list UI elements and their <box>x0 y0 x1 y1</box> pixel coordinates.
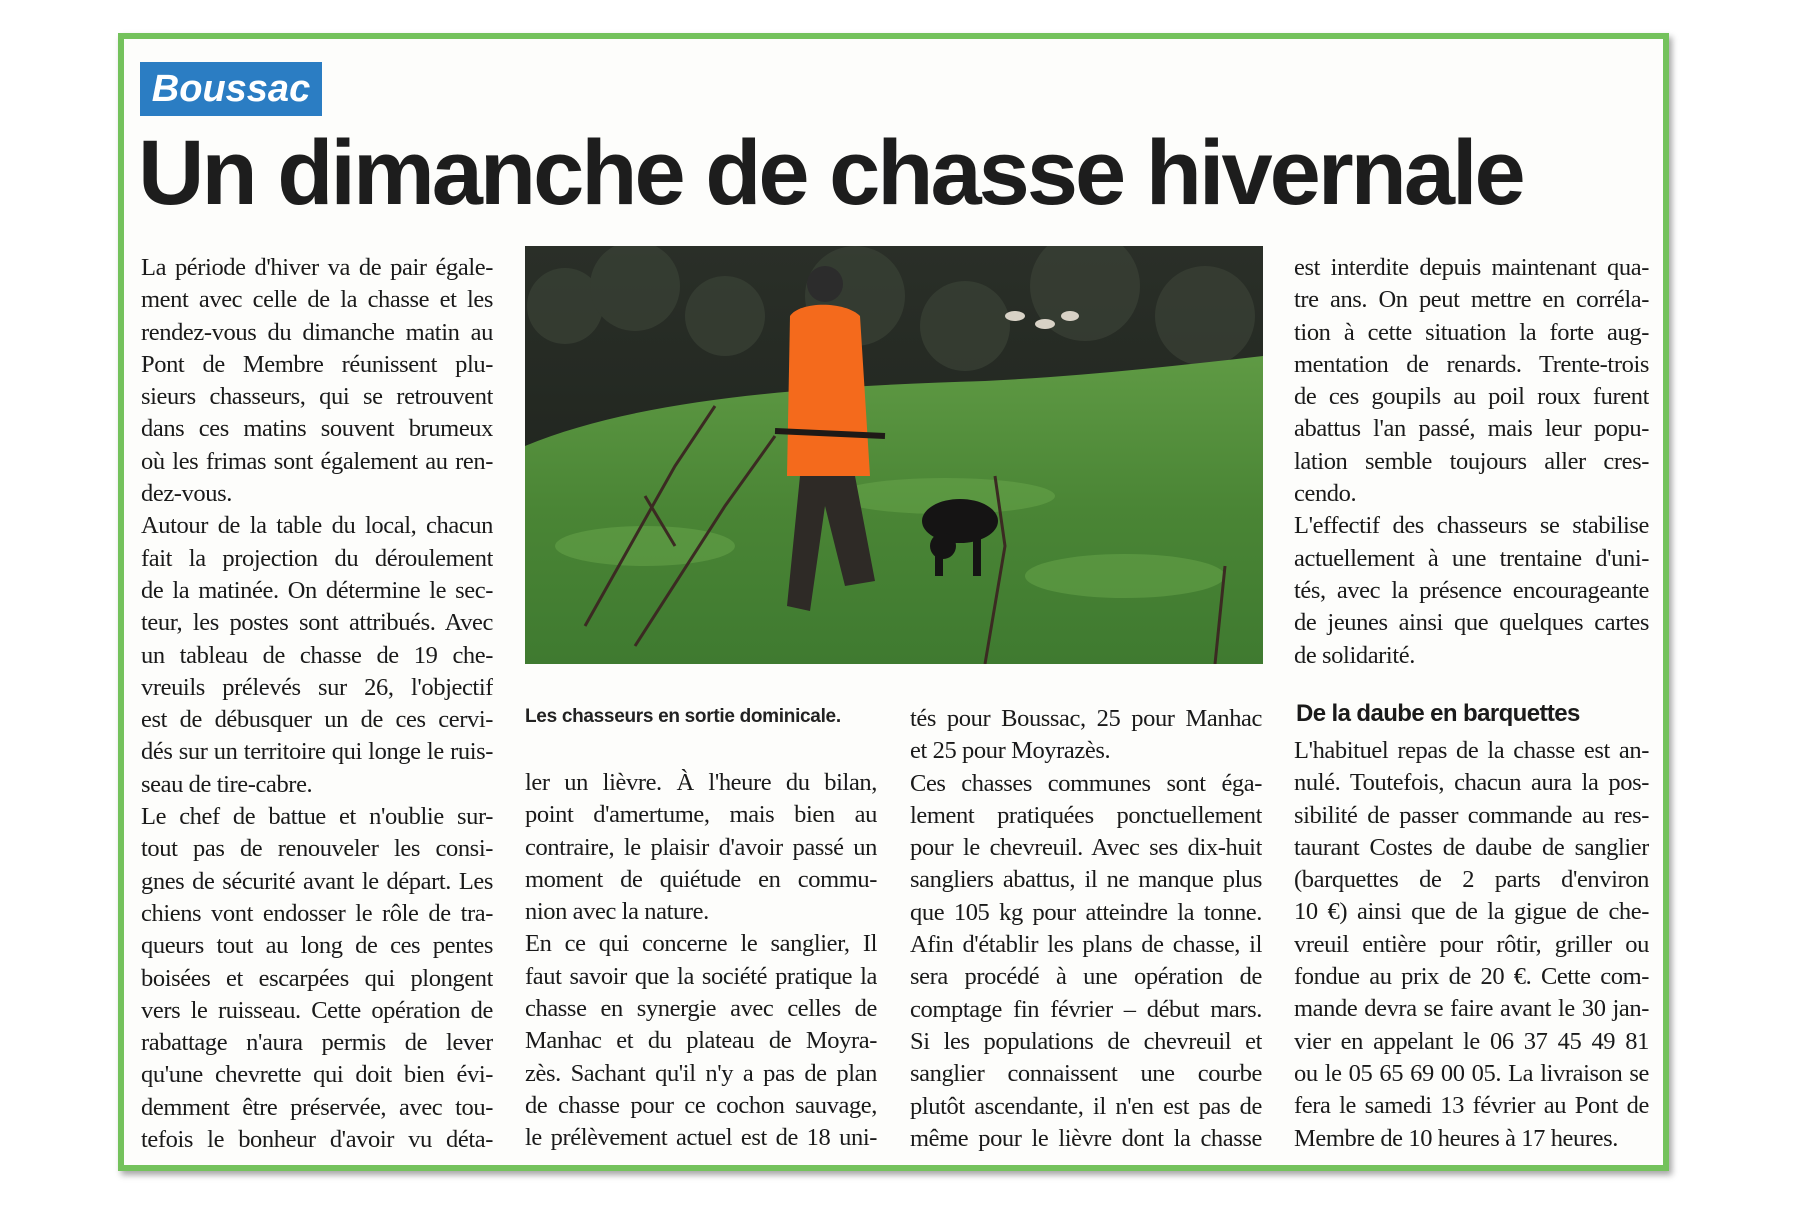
article-photo <box>525 246 1263 664</box>
text-line: vreuils prélevés sur 26, l'objectif <box>141 673 493 701</box>
text-line: tout pas de renouveler les consi- <box>141 835 493 863</box>
article-headline: Un dimanche de chasse hivernale <box>138 122 1523 224</box>
article-column-4-continued <box>1294 735 1649 1155</box>
text-line: zès. Sachant qu'il n'y a pas de plan <box>525 1059 877 1087</box>
text-line: qu'une chevrette qui doit bien évi- <box>141 1061 493 1089</box>
text-line: fondue au prix de 20 €. Cette com- <box>1294 963 1649 991</box>
text-line: ou le 05 65 69 00 05. La livraison se <box>1294 1059 1649 1087</box>
text-line: ler un lièvre. À l'heure du bilan, <box>525 769 877 796</box>
text-line: de ces goupils au poil roux furent <box>1294 383 1649 411</box>
text-line: Manhac et du plateau de Moyra- <box>525 1027 877 1055</box>
text-line: nulé. Toutefois, chacun aura la pos- <box>1294 769 1649 797</box>
text-line: sangliers abattus, il ne manque plus <box>910 866 1262 894</box>
section-subheading: De la daube en barquettes <box>1296 700 1580 727</box>
text-line: nion avec la nature. <box>525 898 709 926</box>
text-line: actuellement à une trentaine d'uni- <box>1294 544 1649 572</box>
text-line: ment avec celle de la chasse et les <box>141 286 493 314</box>
text-line: En ce qui concerne le sanglier, Il <box>525 930 877 958</box>
text-line: Le chef de battue et n'oublie sur- <box>141 803 493 831</box>
text-line: faut savoir que la société pratique la <box>525 962 877 990</box>
text-line: fait la projection du déroulement <box>141 544 493 572</box>
text-line: dans ces matins souvent brumeux <box>141 415 493 443</box>
article-column-3 <box>910 703 1262 1155</box>
text-line: comptage fin février – début mars. <box>910 995 1262 1023</box>
text-line: lation semble toujours aller cres- <box>1294 447 1649 475</box>
text-line: abattus l'an passé, mais leur popu- <box>1294 415 1649 443</box>
text-line: pour le chevreuil. Avec ses dix-huit <box>910 834 1262 862</box>
text-line: sera procédé à une opération de <box>910 963 1262 991</box>
text-line: moment de quiétude en commu- <box>525 865 877 893</box>
text-line: tre ans. On peut mettre en corréla- <box>1294 286 1649 314</box>
text-line: queurs tout au long de ces pentes <box>141 932 493 960</box>
text-line: vers le ruisseau. Cette opération de <box>141 996 493 1024</box>
text-line: sibilité de passer commande au res- <box>1294 801 1649 829</box>
text-line: Pont de Membre réunissent plu- <box>141 350 493 378</box>
text-line: La période d'hiver va de pair égale- <box>141 254 493 281</box>
text-line: où les frimas sont également au ren- <box>141 447 493 475</box>
text-line: point d'amertume, mais bien au <box>525 801 877 829</box>
text-line: sieurs chasseurs, qui se retrouvent <box>141 383 493 411</box>
text-line: vreuil entière pour rôtir, griller ou <box>1294 930 1649 958</box>
text-line: même pour le lièvre dont la chasse <box>910 1124 1262 1152</box>
text-line: Membre de 10 heures à 17 heures. <box>1294 1124 1618 1152</box>
text-line: dez-vous. <box>141 480 232 508</box>
text-line: Ces chasses communes sont éga- <box>910 769 1262 797</box>
text-line: tés, avec la présence encourageante <box>1294 576 1649 604</box>
text-line: demment être préservée, avec tou- <box>141 1093 493 1121</box>
text-line: plutôt ascendante, il n'en est pas de <box>910 1092 1262 1120</box>
text-line: L'effectif des chasseurs se stabilise <box>1294 512 1649 540</box>
text-line: de solidarité. <box>1294 641 1415 669</box>
text-line: est interdite depuis maintenant qua- <box>1294 254 1649 281</box>
text-line: contraire, le plaisir d'avoir passé un <box>525 833 877 861</box>
text-line: sanglier connaissent une courbe <box>910 1060 1262 1088</box>
text-line: chiens vont endosser le rôle de tra- <box>141 899 493 927</box>
text-line: un tableau de chasse de 19 che- <box>141 641 493 669</box>
text-line: L'habituel repas de la chasse est an- <box>1294 737 1649 764</box>
text-line: lement pratiquées ponctuellement <box>910 801 1262 829</box>
text-line: dés sur un territoire qui longe le ruis- <box>141 738 493 766</box>
text-line: Si les populations de chevreuil et <box>910 1027 1262 1055</box>
text-line: le prélèvement actuel est de 18 uni- <box>525 1124 877 1152</box>
text-line: rendez-vous du dimanche matin au <box>141 318 493 346</box>
text-line: 10 €) ainsi que de la gigue de che- <box>1294 898 1649 926</box>
text-line: vier en appelant le 06 37 45 49 81 <box>1294 1027 1649 1055</box>
text-line: mentation de renards. Trente-trois <box>1294 350 1649 378</box>
text-line: de chasse pour ce cochon sauvage, <box>525 1091 877 1119</box>
text-line: fera le samedi 13 février au Pont de <box>1294 1092 1649 1120</box>
text-line: tés pour Boussac, 25 pour Manhac <box>910 705 1262 732</box>
text-line: de jeunes ainsi que quelques cartes <box>1294 609 1649 637</box>
text-line: chasse en synergie avec celles de <box>525 995 877 1023</box>
article-column-1 <box>141 252 493 1156</box>
text-line: tefois le bonheur d'avoir vu déta- <box>141 1126 493 1154</box>
text-line: taurant Costes de daube de sanglier <box>1294 833 1649 861</box>
text-line: est de débusquer un de ces cervi- <box>141 706 493 734</box>
text-line: mande devra se faire avant le 30 jan- <box>1294 995 1649 1023</box>
section-kicker: Boussac <box>140 62 322 116</box>
text-line: teur, les postes sont attribués. Avec <box>141 609 493 637</box>
text-line: boisées et escarpées qui plongent <box>141 964 493 992</box>
text-line: gnes de sécurité avant le départ. Les <box>141 867 493 895</box>
photo-caption: Les chasseurs en sortie dominicale. <box>525 706 841 727</box>
text-line: cendo. <box>1294 480 1357 508</box>
text-line: rabattage n'aura permis de lever <box>141 1029 493 1057</box>
article-column-2 <box>525 767 877 1155</box>
text-line: de la matinée. On détermine le sec- <box>141 576 493 604</box>
text-line: tion à cette situation la forte aug- <box>1294 318 1649 346</box>
article-column-4 <box>1294 252 1649 672</box>
text-line: seau de tire-cabre. <box>141 770 313 798</box>
text-line: (barquettes de 2 parts d'environ <box>1294 866 1649 894</box>
text-line: et 25 pour Moyrazès. <box>910 737 1111 765</box>
text-line: que 105 kg pour atteindre la tonne. <box>910 898 1262 926</box>
hunting-scene-photo <box>525 246 1263 664</box>
text-line: Afin d'établir les plans de chasse, il <box>910 931 1262 959</box>
text-line: Autour de la table du local, chacun <box>141 512 493 540</box>
